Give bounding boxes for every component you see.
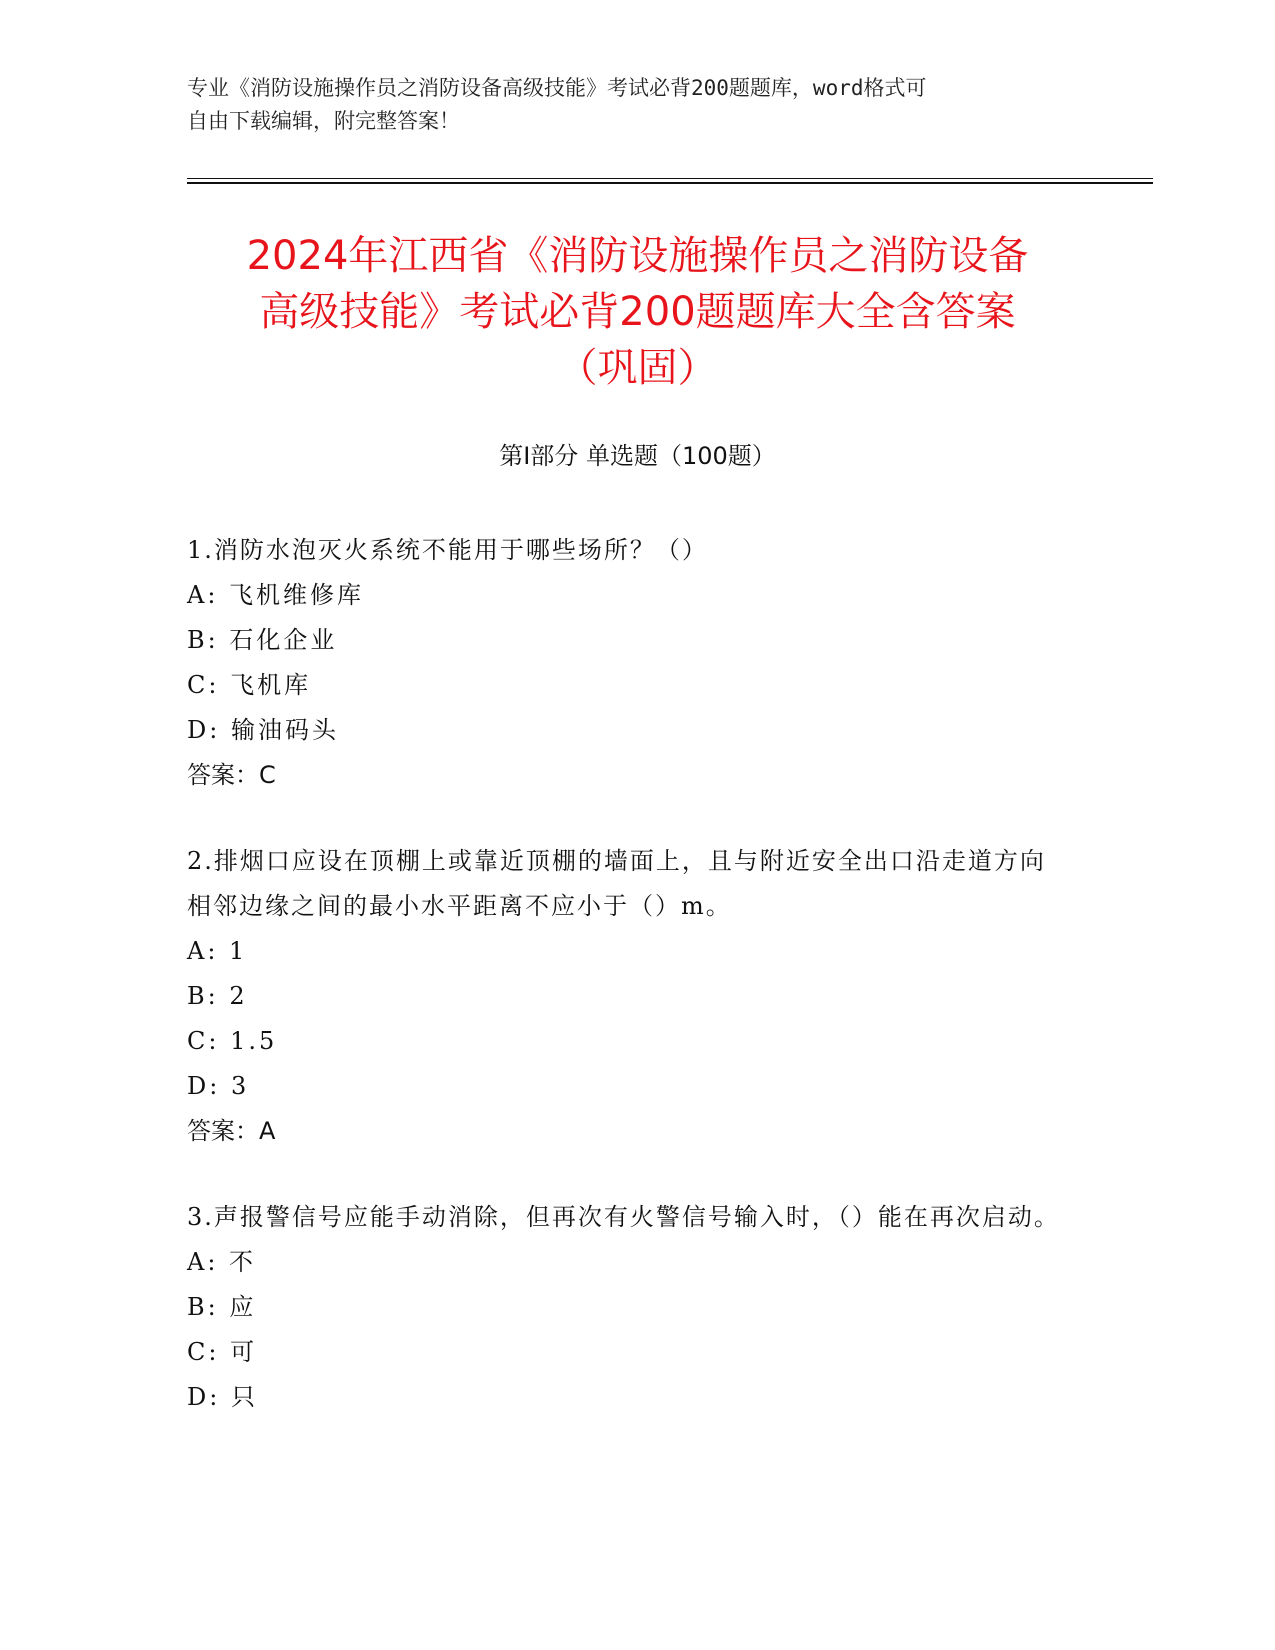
option-d: D: 只 [187, 1383, 258, 1411]
header-note-line-2: 自由下载编辑，附完整答案！ [187, 109, 460, 133]
option-c: C: 1.5 [187, 1027, 278, 1055]
section-heading: 第Ⅰ部分 单选题（100题） [499, 442, 776, 470]
question-stem: 1.消防水泡灭火系统不能用于哪些场所？（） [187, 536, 708, 564]
question-stem: 3.声报警信号应能手动消除，但再次有火警信号输入时，（）能在再次启动。 [187, 1203, 1060, 1231]
document-title [140, 228, 1135, 396]
question-3 [187, 1195, 1067, 1420]
option-b: B: 应 [187, 1293, 257, 1321]
answer-line: 答案：C [187, 761, 276, 789]
option-a: A: 1 [187, 937, 248, 965]
question-2 [187, 839, 1067, 1154]
document-title-line-1: 2024年江西省《消防设施操作员之消防设备 [246, 233, 1029, 279]
option-d: D: 3 [187, 1072, 250, 1100]
option-c: C: 飞机库 [187, 671, 312, 699]
document-title-line-3: （巩固） [557, 345, 718, 391]
option-a: A: 飞机维修库 [187, 581, 365, 609]
header-note-line-1: 专业《消防设施操作员之消防设备高级技能》考试必背200题题库，word格式可 [187, 76, 927, 100]
question-stem: 2.排烟口应设在顶棚上或靠近顶棚的墙面上，且与附近安全出口沿走道方向相邻边缘之间的最小水平距离不应小于（）m。 [187, 847, 1046, 920]
option-b: B: 石化企业 [187, 626, 338, 654]
option-b: B: 2 [187, 982, 248, 1010]
header-divider-thick [187, 182, 1153, 184]
document-title-line-2: 高级技能》考试必背200题题库大全含答案 [259, 289, 1016, 335]
header-note [187, 72, 1087, 138]
question-1 [187, 528, 1067, 798]
header-divider-thin [187, 178, 1153, 179]
option-c: C: 可 [187, 1338, 258, 1366]
option-d: D: 输油码头 [187, 716, 339, 744]
question-list [187, 528, 1067, 1461]
option-a: A: 不 [187, 1248, 257, 1276]
answer-line: 答案：A [187, 1117, 276, 1145]
